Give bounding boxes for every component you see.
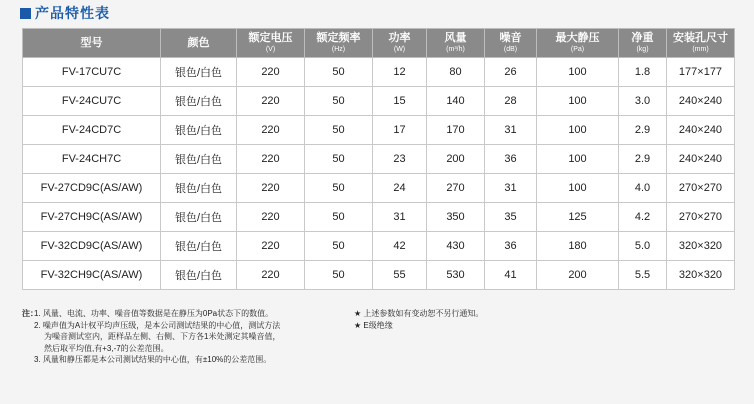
- table-cell: 41: [485, 261, 537, 290]
- table-cell: 430: [427, 232, 485, 261]
- table-cell: 100: [537, 174, 619, 203]
- table-cell: 220: [237, 261, 305, 290]
- table-row: [23, 261, 735, 290]
- table-cell: 220: [237, 145, 305, 174]
- table-cell: 2.9: [619, 145, 667, 174]
- table-cell: 180: [537, 232, 619, 261]
- table-cell: 36: [485, 232, 537, 261]
- column-header-label: 净重: [631, 31, 654, 44]
- table-cell: FV-32CD9C(AS/AW): [23, 232, 161, 261]
- column-header-unit: (kg): [636, 45, 649, 53]
- column-header: [537, 29, 619, 58]
- column-header-unit: (V): [265, 45, 276, 53]
- table-cell: 270×270: [667, 203, 735, 232]
- table-cell: 5.5: [619, 261, 667, 290]
- section-title: [20, 4, 110, 22]
- table-header-row: [23, 29, 735, 58]
- column-header-unit: (W): [393, 45, 406, 53]
- table-row: [23, 58, 735, 87]
- table-cell: 17: [373, 116, 427, 145]
- table-cell: 240×240: [667, 145, 735, 174]
- column-header: [667, 29, 735, 58]
- table-body: [23, 58, 735, 290]
- table-cell: 1.8: [619, 58, 667, 87]
- table-cell: 42: [373, 232, 427, 261]
- table-cell: 50: [305, 87, 373, 116]
- table-cell: 80: [427, 58, 485, 87]
- table-cell: 银色/白色: [161, 116, 237, 145]
- column-header-label: 噪音: [499, 31, 522, 44]
- column-header-unit: (Hz): [331, 45, 346, 53]
- table-row: [23, 116, 735, 145]
- column-header-label: 风量: [444, 31, 467, 44]
- table-cell: 银色/白色: [161, 58, 237, 87]
- column-header-label: 安装孔尺寸: [673, 31, 728, 44]
- title-square-icon: [20, 8, 31, 19]
- table-cell: 170: [427, 116, 485, 145]
- table-cell: 530: [427, 261, 485, 290]
- column-header: [427, 29, 485, 58]
- notes-list: [34, 308, 352, 366]
- table-cell: FV-17CU7C: [23, 58, 161, 87]
- table-cell: 50: [305, 58, 373, 87]
- table-cell: 31: [485, 174, 537, 203]
- table-cell: 银色/白色: [161, 261, 237, 290]
- note-line: 为噪音测试室内，距样品左侧、右侧、下方各1米处测定其噪音值，: [44, 332, 281, 341]
- table-cell: 5.0: [619, 232, 667, 261]
- table-cell: 270: [427, 174, 485, 203]
- table-cell: 31: [373, 203, 427, 232]
- table-cell: 200: [427, 145, 485, 174]
- table-cell: 3.0: [619, 87, 667, 116]
- table-cell: 银色/白色: [161, 87, 237, 116]
- table-cell: FV-24CD7C: [23, 116, 161, 145]
- table-cell: 270×270: [667, 174, 735, 203]
- column-header: [373, 29, 427, 58]
- table-cell: 35: [485, 203, 537, 232]
- table-cell: 220: [237, 87, 305, 116]
- note-line: 2. 噪声值为A计权平均声压级，是本公司测试结果的中心值，测试方法: [34, 320, 281, 330]
- column-header-unit: (m³/h): [446, 45, 465, 53]
- table-row: [23, 145, 735, 174]
- table-row: [23, 203, 735, 232]
- table-cell: 220: [237, 232, 305, 261]
- table-cell: FV-27CD9C(AS/AW): [23, 174, 161, 203]
- page-title: 产品特性表: [35, 5, 110, 21]
- column-header-label: 型号: [80, 36, 103, 49]
- note-line: 然后取平均值,有+3,-7的公差范围。: [44, 343, 169, 353]
- note-line: 3. 风量和静压都是本公司测试结果的中心值，有±10%的公差范围。: [34, 355, 272, 364]
- table-cell: 55: [373, 261, 427, 290]
- table-cell: 23: [373, 145, 427, 174]
- table-cell: 银色/白色: [161, 232, 237, 261]
- column-header: [23, 29, 161, 58]
- column-header-unit: (dB): [503, 45, 518, 53]
- table-cell: 50: [305, 261, 373, 290]
- table-cell: 15: [373, 87, 427, 116]
- table-cell: 24: [373, 174, 427, 203]
- table-cell: FV-24CU7C: [23, 87, 161, 116]
- table-cell: 4.2: [619, 203, 667, 232]
- table-cell: 350: [427, 203, 485, 232]
- table-cell: 50: [305, 203, 373, 232]
- table-cell: 240×240: [667, 116, 735, 145]
- column-header-label: 颜色: [187, 36, 210, 49]
- table-cell: 200: [537, 261, 619, 290]
- table-cell: 220: [237, 203, 305, 232]
- column-header-label: 额定电压: [248, 31, 293, 44]
- table-cell: 28: [485, 87, 537, 116]
- table-cell: 31: [485, 116, 537, 145]
- table-row: [23, 87, 735, 116]
- table-cell: 100: [537, 116, 619, 145]
- table-cell: 50: [305, 116, 373, 145]
- table-cell: 50: [305, 145, 373, 174]
- table-cell: 140: [427, 87, 485, 116]
- notes-right-block: [354, 308, 483, 331]
- note-star-line: ★ E级绝缘: [354, 320, 393, 330]
- table-cell: 26: [485, 58, 537, 87]
- table-row: [23, 174, 735, 203]
- table-cell: FV-27CH9C(AS/AW): [23, 203, 161, 232]
- table-cell: 50: [305, 232, 373, 261]
- note-line: 1. 风量、电流、功率、噪音值等数据是在静压为0Pa状态下的数值。: [34, 309, 274, 318]
- table-cell: 320×320: [667, 232, 735, 261]
- table-cell: 4.0: [619, 174, 667, 203]
- table-row: [23, 232, 735, 261]
- column-header-label: 功率: [388, 31, 411, 44]
- table-cell: 220: [237, 58, 305, 87]
- table-cell: 100: [537, 87, 619, 116]
- table-cell: FV-24CH7C: [23, 145, 161, 174]
- table-cell: 100: [537, 58, 619, 87]
- table-cell: 177×177: [667, 58, 735, 87]
- column-header: [237, 29, 305, 58]
- table-cell: 36: [485, 145, 537, 174]
- table-cell: 220: [237, 174, 305, 203]
- notes-block: [22, 308, 352, 366]
- table-cell: 50: [305, 174, 373, 203]
- table-cell: 银色/白色: [161, 174, 237, 203]
- table-cell: 12: [373, 58, 427, 87]
- table-cell: 2.9: [619, 116, 667, 145]
- table-cell: 320×320: [667, 261, 735, 290]
- table-cell: 220: [237, 116, 305, 145]
- table-cell: FV-32CH9C(AS/AW): [23, 261, 161, 290]
- table-cell: 125: [537, 203, 619, 232]
- note-star-line: ★ 上述参数如有变动恕不另行通知。: [354, 309, 484, 318]
- column-header: [161, 29, 237, 58]
- table-cell: 银色/白色: [161, 203, 237, 232]
- column-header-unit: (mm): [692, 45, 709, 53]
- column-header: [485, 29, 537, 58]
- notes-lead: 注：: [22, 309, 38, 318]
- column-header: [619, 29, 667, 58]
- column-header-label: 额定频率: [316, 31, 361, 44]
- table-cell: 银色/白色: [161, 145, 237, 174]
- spec-table: [22, 28, 735, 290]
- column-header-label: 最大静压: [555, 31, 600, 44]
- table-cell: 100: [537, 145, 619, 174]
- column-header: [305, 29, 373, 58]
- column-header-unit: (Pa): [570, 45, 585, 53]
- table-cell: 240×240: [667, 87, 735, 116]
